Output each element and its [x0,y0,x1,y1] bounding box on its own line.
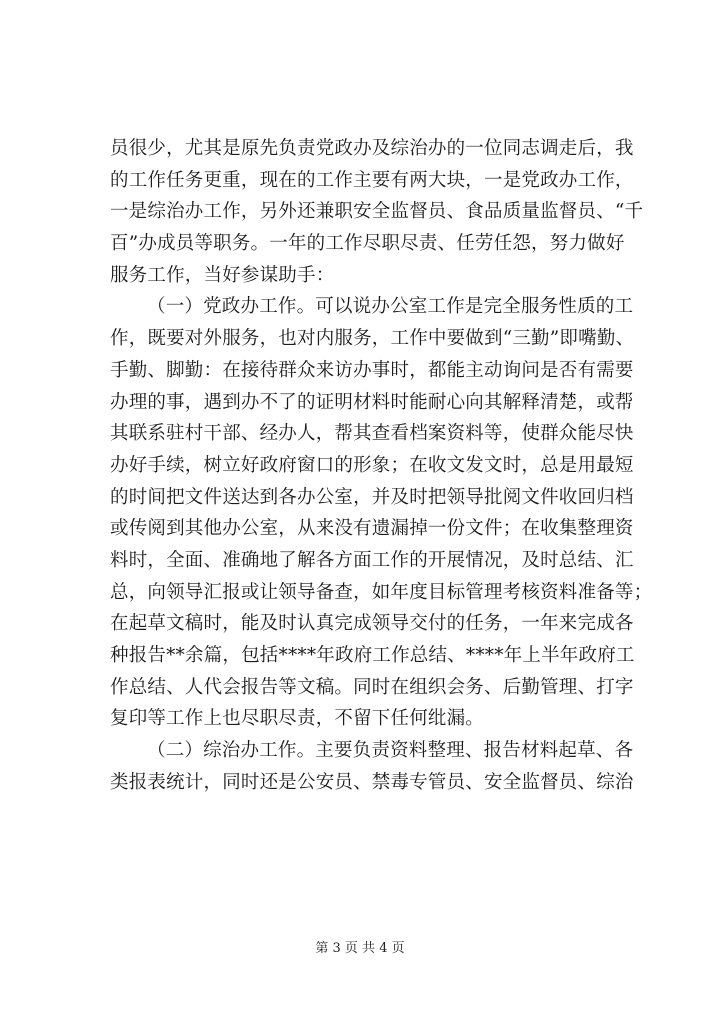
body-text [110,133,653,798]
text-line: 百”办成员等职务。一年的工作尽职尽责、任劳任怨，努力做好 [110,233,625,255]
text-line: 服务工作，当好参谋助手： [110,264,335,286]
text-line: 作总结、人代会报告等文稿。同时在组织会务、后勤管理、打字 [110,676,634,698]
paragraph [110,291,653,735]
text-line: 在起草文稿时，能及时认真完成领导交付的任务，一年来完成各 [110,613,634,635]
text-line: 办好手续，树立好政府窗口的形象；在收文发文时，总是用最短 [110,454,634,476]
text-line: 手勤、脚勤：在接待群众来访办事时，都能主动询问是否有需要 [110,359,634,381]
text-line: 员很少，尤其是原先负责党政办及综治办的一位同志调走后，我 [110,138,634,159]
text-line: 复印等工作上也尽职尽责，不留下任何纰漏。 [110,708,485,730]
text-line: （一）党政办工作。可以说办公室工作是完全服务性质的工 [147,296,634,318]
text-line: 的时间把文件送达到各办公室，并及时把领导批阅文件收回归档 [110,486,634,508]
paragraph [110,133,644,291]
text-line: 办理的事，遇到办不了的证明材料时能耐心向其解释清楚，或帮 [110,391,634,413]
text-line: 种报告**余篇，包括****年政府工作总结、****年上半年政府工 [110,645,635,666]
text-line: 类报表统计，同时还是公安员、禁毒专管员、安全监督员、综治 [110,771,634,793]
text-line: 其联系驻村干部、经办人，帮其查看档案资料等，使群众能尽快 [110,423,634,445]
text-line: 作，既要对外服务，也对内服务，工作中要做到“三勤”即嘴勤、 [110,328,635,350]
text-line: 或传阅到其他办公室，从来没有遗漏掉一份文件；在收集整理资 [110,518,634,540]
text-line: 的工作任务更重，现在的工作主要有两大块，一是党政办工作， [110,169,634,191]
paragraph [110,735,634,798]
text-line: （二）综治办工作。主要负责资料整理、报告材料起草、各 [147,740,634,762]
text-line: 一是综治办工作，另外还兼职安全监督员、食品质量监督员、“千 [110,201,644,223]
text-line: 总，向领导汇报或让领导备查，如年度目标管理考核资料准备等； [110,581,653,603]
page-number-footer: 第 3 页 共 4 页 [315,941,405,956]
text-line: 料时，全面、准确地了解各方面工作的开展情况，及时总结、汇 [110,549,634,571]
